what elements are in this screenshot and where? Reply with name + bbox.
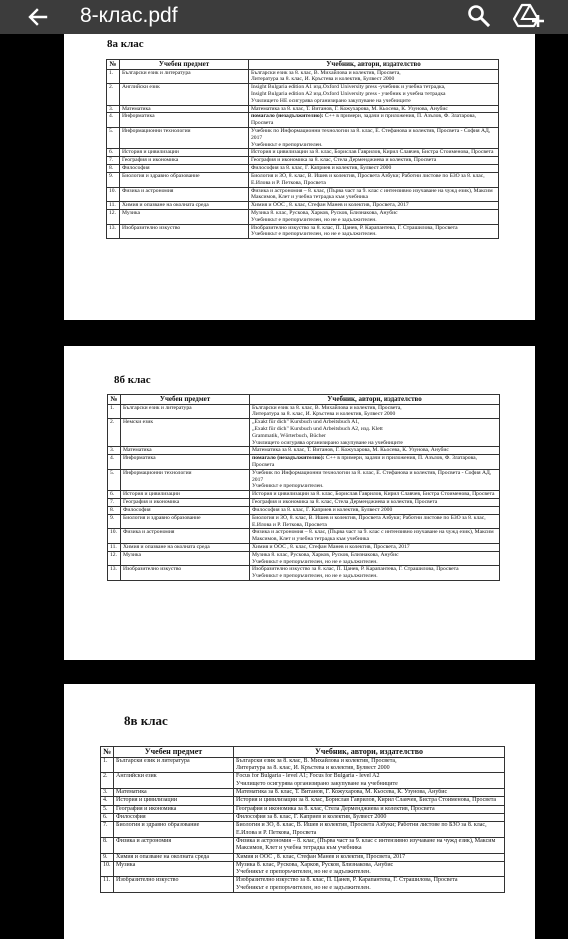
row-number-text: 12. bbox=[110, 551, 117, 558]
textbook-text: Музика 8. клас, Русковa, Харков, Русков, Близнакова, Анубис Учебникът е препоръчителен, но не е задължителен. bbox=[252, 551, 399, 565]
table-row bbox=[108, 506, 500, 514]
row-number bbox=[107, 105, 120, 113]
subject-cell-text: Информационни технологии bbox=[122, 128, 191, 135]
textbook-text: Биология и ЗО, 8. клас, В. Ишев и колектив, Просвета Азбуки; Работни листове по БЗО за 8. клас, Е.Илова и Р. Петкова, Просвета bbox=[236, 822, 487, 836]
textbook-text: История и цивилизации за 8. клас, Борислав Гаврилов, Кирил Славчев, Бистра Стоименова, Просвета bbox=[251, 149, 494, 156]
textbook-cell bbox=[250, 491, 500, 499]
subject-cell-text: Химия и опазване на околната среда bbox=[122, 202, 209, 209]
row-number bbox=[108, 514, 121, 529]
textbook-cell bbox=[250, 543, 500, 551]
textbook-cell bbox=[249, 113, 499, 128]
row-number bbox=[108, 506, 121, 514]
table-row bbox=[107, 69, 499, 84]
subject-cell-text: Български език и литература bbox=[122, 69, 191, 76]
table-row bbox=[101, 877, 505, 893]
textbook-text: C++ в примери, задачи и приложения, П. Азълов, Ф. Златарова, Просвета bbox=[251, 113, 476, 127]
row-number-text: 5. bbox=[110, 469, 115, 476]
textbook-cell bbox=[249, 165, 499, 173]
table-row bbox=[107, 172, 499, 187]
class-heading: 8в клас bbox=[124, 713, 168, 728]
row-number bbox=[107, 202, 120, 210]
subject-cell bbox=[114, 837, 234, 853]
subject-cell bbox=[114, 861, 234, 877]
table-row bbox=[101, 861, 505, 877]
row-number-text: 1. bbox=[110, 404, 115, 411]
subject-cell bbox=[121, 404, 250, 419]
textbook-cell bbox=[250, 514, 500, 529]
row-number bbox=[107, 224, 120, 239]
row-number-text: 10. bbox=[103, 861, 111, 868]
textbook-cell bbox=[249, 84, 499, 105]
header-num: № bbox=[101, 747, 114, 758]
subject-cell bbox=[114, 822, 234, 838]
table-row bbox=[108, 499, 500, 507]
table-row bbox=[107, 202, 499, 210]
subject-cell bbox=[114, 789, 234, 797]
subject-cell bbox=[120, 128, 249, 149]
subject-cell bbox=[120, 105, 249, 113]
subject-cell-text: Химия и опазване на околната среда bbox=[116, 853, 209, 860]
back-button[interactable] bbox=[22, 2, 54, 32]
textbook-text: Философия за 8. клас, Г. Каприев и колектив, Булвест 2000 bbox=[251, 165, 392, 172]
header-num: № bbox=[107, 60, 120, 70]
subject-cell bbox=[120, 157, 249, 165]
textbook-cell bbox=[249, 202, 499, 210]
table-row bbox=[107, 84, 499, 105]
row-number bbox=[101, 805, 114, 813]
textbook-table bbox=[106, 59, 499, 239]
subject-cell-text: Математика bbox=[116, 789, 147, 795]
textbook-text: Музика 8. клас, Русковa, Харков, Русков, Близнакова, Анубис Учебникът е препоръчителен, но не е задължителен. bbox=[236, 861, 394, 876]
row-number-text: 5. bbox=[109, 128, 114, 135]
row-number bbox=[108, 551, 121, 566]
subject-cell bbox=[120, 113, 249, 128]
row-number bbox=[107, 172, 120, 187]
subject-cell bbox=[121, 566, 250, 581]
textbook-text: „Exakt für dich" Kursbuch und Arbeitsbuch A1, „Exakt für dich" Kursbuch und Arbeitsbuch A2, изд. Klett Grammatik, Wörterbuch, Bücher Училището осигурява организирано закупуване на учебниците bbox=[252, 419, 403, 446]
textbook-cell bbox=[250, 455, 500, 470]
subject-cell-text: Изобразително изкуство bbox=[123, 566, 182, 573]
app-toolbar bbox=[0, 0, 568, 34]
subject-cell-text: География и икономика bbox=[122, 157, 179, 164]
subject-cell bbox=[114, 813, 234, 821]
subject-cell-text: Биология и здравно образование bbox=[123, 514, 201, 521]
subject-cell bbox=[121, 491, 250, 499]
subject-cell bbox=[121, 506, 250, 514]
textbook-text: Учебник по Информационни технологии за 8. клас, Е. Стефанова и колектив, Просвета - София АД, 2017 Учебникът е препоръчителен. bbox=[252, 469, 492, 490]
table-row bbox=[108, 455, 500, 470]
row-number-text: 9. bbox=[110, 514, 115, 521]
row-number-text: 11. bbox=[103, 877, 111, 884]
subject-cell bbox=[121, 543, 250, 551]
subject-cell bbox=[120, 165, 249, 173]
row-number bbox=[107, 69, 120, 84]
textbook-cell bbox=[250, 447, 500, 455]
row-number bbox=[101, 773, 114, 789]
textbook-text: Физика и астрономия – 8. клас, (Първа част за 9. клас с интензивно изучаване на чужд език), Максим Максимов, Клет и учебна тетрадка към учебника bbox=[251, 187, 493, 201]
textbook-cell bbox=[250, 566, 500, 581]
subject-cell-text: Физика и астрономия bbox=[123, 529, 175, 536]
row-number-text: 3. bbox=[103, 789, 108, 795]
row-number-text: 8. bbox=[103, 837, 108, 844]
subject-cell-text: Химия и опазване на околната среда bbox=[123, 543, 210, 550]
row-number-text: 4. bbox=[103, 797, 108, 804]
optional-note: помагало (незадължително): bbox=[251, 113, 324, 120]
textbook-text: Музика 8. клас, Русковa, Харков, Русков, Близнакова, Анубис Учебникът е препоръчителен, но не е задължителен. bbox=[251, 209, 398, 223]
table-row bbox=[107, 128, 499, 149]
subject-cell-text: Информатика bbox=[123, 455, 156, 462]
textbook-cell bbox=[234, 853, 505, 861]
subject-cell bbox=[120, 224, 249, 239]
table-row bbox=[107, 187, 499, 202]
subject-cell-text: Философия bbox=[122, 165, 150, 172]
textbook-cell bbox=[249, 69, 499, 84]
row-number bbox=[108, 469, 121, 490]
textbook-cell bbox=[249, 187, 499, 202]
row-number bbox=[107, 113, 120, 128]
table-row bbox=[108, 404, 500, 419]
table-row bbox=[101, 797, 505, 805]
row-number bbox=[107, 187, 120, 202]
row-number-text: 8. bbox=[109, 165, 114, 172]
row-number-text: 7. bbox=[110, 499, 115, 506]
textbook-cell bbox=[250, 499, 500, 507]
subject-cell bbox=[121, 529, 250, 544]
subject-cell-text: Математика bbox=[122, 105, 151, 112]
row-number bbox=[108, 419, 121, 447]
subject-cell-text: Биология и здравно образование bbox=[116, 822, 200, 829]
subject-cell-text: История и цивилизации bbox=[116, 797, 178, 804]
row-number bbox=[108, 529, 121, 544]
subject-cell-text: Музика bbox=[122, 209, 140, 216]
subject-cell bbox=[114, 853, 234, 861]
textbook-cell bbox=[234, 877, 505, 893]
textbook-text: Математика за 8. клас, Т. Витанов, Г. Кожухарова, М. Кьосева, К. Узунова, Анубис bbox=[236, 789, 448, 795]
row-number-text: 10. bbox=[110, 529, 117, 536]
table-row bbox=[107, 105, 499, 113]
textbook-cell bbox=[234, 861, 505, 877]
textbook-text: География и икономика за 8. клас, Стела Дерменджиева и колектив, Просвета bbox=[236, 805, 435, 812]
row-number bbox=[101, 837, 114, 853]
subject-cell bbox=[120, 209, 249, 224]
table-header-row bbox=[108, 395, 500, 405]
subject-cell bbox=[120, 202, 249, 210]
subject-cell-text: История и цивилизации bbox=[122, 149, 179, 156]
subject-cell-text: Математика bbox=[123, 447, 152, 454]
subject-cell bbox=[120, 149, 249, 157]
table-row bbox=[108, 491, 500, 499]
textbook-text: C++ в примери, задачи и приложения, П. Азълов, Ф. Златарова, Просвета bbox=[252, 455, 477, 469]
subject-cell-text: Английски език bbox=[116, 773, 157, 780]
table-row bbox=[108, 469, 500, 490]
subject-cell bbox=[121, 469, 250, 490]
row-number-text: 10. bbox=[109, 187, 116, 194]
row-number-text: 2. bbox=[110, 419, 115, 426]
table-row bbox=[101, 805, 505, 813]
drive-add-icon bbox=[513, 2, 545, 30]
textbook-text: Български език за 8. клас, В. Михайлова и колектив, Просвета, Литература за 8. клас, И. Кръстева и колектив, Булвест 2000 bbox=[251, 69, 401, 83]
table-row bbox=[108, 566, 500, 581]
row-number bbox=[108, 499, 121, 507]
table-row bbox=[108, 419, 500, 447]
row-number bbox=[107, 149, 120, 157]
row-number-text: 1. bbox=[103, 757, 108, 764]
textbook-text: Философия за 8. клас, Г. Каприев и колектив, Булвест 2000 bbox=[236, 813, 387, 820]
textbook-cell bbox=[249, 105, 499, 113]
textbook-cell bbox=[234, 805, 505, 813]
table-row bbox=[108, 543, 500, 551]
table-row bbox=[108, 529, 500, 544]
table-row bbox=[101, 822, 505, 838]
subject-cell bbox=[114, 773, 234, 789]
textbook-cell bbox=[250, 469, 500, 490]
row-number bbox=[101, 757, 114, 773]
row-number bbox=[107, 84, 120, 105]
pdf-page-2 bbox=[64, 346, 535, 660]
table-row bbox=[107, 165, 499, 173]
row-number-text: 7. bbox=[109, 157, 114, 164]
table-body bbox=[108, 404, 500, 581]
textbook-cell bbox=[249, 224, 499, 239]
row-number bbox=[101, 877, 114, 893]
subject-cell-text: Музика bbox=[123, 551, 141, 558]
subject-cell bbox=[121, 419, 250, 447]
subject-cell-text: Български език и литература bbox=[116, 757, 190, 764]
row-number bbox=[101, 861, 114, 877]
table-row bbox=[101, 813, 505, 821]
row-number bbox=[108, 491, 121, 499]
textbook-cell bbox=[249, 128, 499, 149]
textbook-cell bbox=[250, 404, 500, 419]
table-row bbox=[108, 514, 500, 529]
subject-cell bbox=[121, 551, 250, 566]
header-subject: Учебен предмет bbox=[121, 395, 250, 405]
row-number-text: 13. bbox=[109, 224, 116, 231]
textbook-text: Химия и ООС , 8. клас, Стефан Манев и колектив, Просвета, 2017 bbox=[236, 853, 406, 860]
subject-cell bbox=[114, 797, 234, 805]
row-number bbox=[101, 822, 114, 838]
subject-cell-text: Философия bbox=[123, 506, 151, 513]
row-number-text: 2. bbox=[109, 84, 114, 91]
textbook-text: История и цивилизации за 8. клас, Борислав Гаврилов, Кирил Славчев, Бистра Стоименова, Просвета bbox=[252, 491, 495, 498]
textbook-text: Физика и астрономия – 8. клас, (Първа част за 9. клас с интензивно изучаване на чужд език), Максим Максимов, Клет и учебна тетрадка към учебника bbox=[252, 529, 494, 543]
subject-cell-text: География и икономика bbox=[116, 805, 177, 812]
header-num: № bbox=[108, 395, 121, 405]
textbook-text: Математика за 8. клас, Т. Витанов, Г. Кожухарова, М. Кьосева, К. Узунова, Анубис bbox=[252, 447, 449, 454]
subject-cell bbox=[121, 499, 250, 507]
textbook-text: География и икономика за 8. клас, Стела Дерменджиева и колектив, Просвета bbox=[251, 157, 437, 164]
table-header-row bbox=[101, 747, 505, 758]
subject-cell-text: Немски език bbox=[123, 419, 154, 426]
textbook-table bbox=[100, 746, 505, 893]
subject-cell bbox=[114, 877, 234, 893]
row-number bbox=[107, 128, 120, 149]
row-number bbox=[108, 455, 121, 470]
row-number bbox=[101, 797, 114, 805]
table-row bbox=[101, 789, 505, 797]
subject-cell-text: Физика и астрономия bbox=[116, 837, 172, 844]
row-number bbox=[108, 543, 121, 551]
row-number-text: 4. bbox=[109, 113, 114, 120]
textbook-text: Изобразително изкуство за 8. клас, П. Цанев, Р. Карапантева, Г. Страшилова, Просвета Учебникът е препоръчителен, но не е задължителен. bbox=[251, 224, 458, 238]
textbook-cell bbox=[249, 157, 499, 165]
header-book: Учебник, автори, издателство bbox=[250, 395, 500, 405]
row-number bbox=[108, 404, 121, 419]
subject-cell-text: Изобразително изкуство bbox=[116, 877, 179, 884]
row-number bbox=[101, 789, 114, 797]
textbook-text: История и цивилизации за 8. клас, Борислав Гаврилов, Кирил Славчев, Бистра Стоименова, Просвета bbox=[236, 797, 497, 804]
row-number-text: 6. bbox=[109, 149, 114, 156]
subject-cell-text: История и цивилизации bbox=[123, 491, 180, 498]
textbook-cell bbox=[234, 822, 505, 838]
textbook-cell bbox=[234, 773, 505, 789]
textbook-cell bbox=[234, 837, 505, 853]
row-number-text: 1. bbox=[109, 69, 114, 76]
table-row bbox=[107, 157, 499, 165]
subject-cell bbox=[114, 757, 234, 773]
row-number-text: 5. bbox=[103, 805, 108, 812]
textbook-text: Изобразително изкуство за 8. клас, П. Цанев, Р. Карапантева, Г. Страшилова, Просвета Учебникът е препоръчителен, но не е задължителен. bbox=[236, 877, 458, 891]
table-row bbox=[107, 224, 499, 239]
subject-cell-text: Биология и здравно образование bbox=[122, 172, 200, 179]
table-body bbox=[107, 69, 499, 239]
textbook-text: Български език за 8. клас, В. Михайлова и колектив, Просвета, Литература за 8. клас, И. Кръстева и колектив, Булвест 2000 bbox=[252, 404, 402, 418]
textbook-cell bbox=[234, 813, 505, 821]
row-number bbox=[108, 447, 121, 455]
textbook-text: Focus for Bulgaria - level A1; Focus for Bulgaria - level A2 Училището осигурява организирано закупуване на учебниците bbox=[236, 773, 398, 787]
row-number-text: 9. bbox=[103, 853, 108, 860]
table-row bbox=[108, 551, 500, 566]
textbook-text: География и икономика за 8. клас, Стела Дерменджиева и колектив, Просвета bbox=[252, 499, 438, 506]
subject-cell-text: Информатика bbox=[122, 113, 155, 120]
add-to-drive-button[interactable] bbox=[513, 2, 545, 30]
search-icon bbox=[465, 2, 493, 30]
subject-cell-text: География и икономика bbox=[123, 499, 180, 506]
row-number-text: 3. bbox=[109, 105, 114, 112]
pdf-page-3 bbox=[64, 684, 535, 939]
pdf-page-1 bbox=[64, 34, 535, 320]
textbook-text: Биология и ЗО, 8. клас, В. Ишев и колектив, Просвета Азбуки; Работни листове по БЗО за 8. клас, Е.Илова и Р. Петкова, Просвета bbox=[251, 172, 485, 186]
row-number bbox=[101, 853, 114, 861]
textbook-cell bbox=[249, 149, 499, 157]
textbook-cell bbox=[250, 529, 500, 544]
subject-cell bbox=[120, 84, 249, 105]
textbook-text: Биология и ЗО, 8. клас, В. Ишев и колектив, Просвета Азбуки; Работни листове по БЗО за 8. клас, Е.Илова и Р. Петкова, Просвета bbox=[252, 514, 486, 528]
row-number-text: 11. bbox=[110, 543, 117, 550]
row-number-text: 4. bbox=[110, 455, 115, 462]
textbook-text: Изобразително изкуство за 8. клас, П. Цанев, Р. Карапантева, Г. Страшилова, Просвета Учебникът е препоръчителен, но не е задължителен. bbox=[252, 566, 459, 580]
subject-cell bbox=[120, 187, 249, 202]
row-number-text: 9. bbox=[109, 172, 114, 179]
textbook-text: Учебник по Информационни технологии за 8. клас, Е. Стефанова и колектив, Просвета - София АД, 2017 Учебникът е препоръчителен. bbox=[251, 128, 491, 148]
table-row bbox=[107, 113, 499, 128]
subject-cell-text: Информационни технологии bbox=[123, 469, 192, 476]
table-row bbox=[108, 447, 500, 455]
class-heading: 8а клас bbox=[107, 38, 144, 50]
textbook-text: Математика за 8. клас, Т. Витанов, Г. Кожухарова, М. Кьосева, К. Узунова, Анубис bbox=[251, 105, 448, 112]
class-heading: 8б клас bbox=[114, 374, 151, 386]
table-row bbox=[107, 149, 499, 157]
subject-cell bbox=[121, 514, 250, 529]
table-row bbox=[101, 837, 505, 853]
textbook-cell bbox=[234, 797, 505, 805]
optional-note: помагало (незадължително): bbox=[252, 455, 325, 462]
textbook-cell bbox=[249, 172, 499, 187]
textbook-cell bbox=[234, 789, 505, 797]
row-number-text: 6. bbox=[103, 813, 108, 820]
textbook-table bbox=[107, 394, 500, 581]
subject-cell-text: Английски език bbox=[122, 84, 160, 91]
row-number-text: 3. bbox=[110, 447, 115, 454]
row-number bbox=[101, 813, 114, 821]
row-number-text: 13. bbox=[110, 566, 117, 573]
textbook-text: Insight Bulgaria edition A1 изд.Oxford University press -учебник и учебна тетрадка, Insight Bulgaria edition A2 изд.Oxford University press - учебник и учебна тетрадка Училището НЕ осигурява организирано закупуване на учебниците bbox=[251, 84, 446, 104]
subject-cell bbox=[120, 69, 249, 84]
textbook-text: Химия и ООС , 8. клас, Стефан Манев и колектив, Просвета, 2017 bbox=[251, 202, 409, 209]
row-number-text: 7. bbox=[103, 822, 108, 829]
subject-cell bbox=[114, 805, 234, 813]
subject-cell bbox=[121, 455, 250, 470]
row-number-text: 8. bbox=[110, 506, 115, 513]
table-header-row bbox=[107, 60, 499, 70]
row-number-text: 12. bbox=[109, 209, 116, 216]
subject-cell-text: Изобразително изкуство bbox=[122, 224, 181, 231]
subject-cell-text: Философия bbox=[116, 813, 146, 820]
textbook-text: Български език за 8. клас, В. Михайлова и колектив, Просвета, Литература за 8. клас, И. Кръстева и колектив, Булвест 2000 bbox=[236, 757, 397, 772]
subject-cell-text: Физика и астрономия bbox=[122, 187, 174, 194]
table-row bbox=[101, 853, 505, 861]
row-number bbox=[107, 165, 120, 173]
textbook-cell bbox=[249, 209, 499, 224]
table-row bbox=[101, 757, 505, 773]
subject-cell-text: Български език и литература bbox=[123, 404, 192, 411]
header-subject: Учебен предмет bbox=[120, 60, 249, 70]
table-body bbox=[101, 757, 505, 892]
textbook-cell bbox=[250, 419, 500, 447]
subject-cell-text: Музика bbox=[116, 861, 136, 868]
search-button[interactable] bbox=[465, 2, 493, 30]
header-book: Учебник, автори, издателство bbox=[234, 747, 505, 758]
row-number-text: 6. bbox=[110, 491, 115, 498]
subject-cell bbox=[120, 172, 249, 187]
textbook-cell bbox=[250, 551, 500, 566]
header-book: Учебник, автори, издателство bbox=[249, 60, 499, 70]
row-number bbox=[107, 157, 120, 165]
row-number-text: 11. bbox=[109, 202, 116, 209]
textbook-text: Философия за 8. клас, Г. Каприев и колектив, Булвест 2000 bbox=[252, 506, 393, 513]
textbook-cell bbox=[234, 757, 505, 773]
row-number bbox=[108, 566, 121, 581]
arrow-back-icon bbox=[28, 7, 48, 27]
table-row bbox=[107, 209, 499, 224]
textbook-text: Физика и астрономия – 8. клас, (Първа част за 9. клас с интензивно изучаване на чужд език), Максим Максимов, Клет и учебна тетрадка към учебника bbox=[236, 837, 496, 852]
textbook-cell bbox=[250, 506, 500, 514]
header-subject: Учебен предмет bbox=[114, 747, 234, 758]
subject-cell bbox=[121, 447, 250, 455]
row-number-text: 2. bbox=[103, 773, 108, 780]
row-number bbox=[107, 209, 120, 224]
textbook-text: Химия и ООС , 8. клас, Стефан Манев и колектив, Просвета, 2017 bbox=[252, 543, 410, 550]
file-title: 8-клас.pdf bbox=[80, 4, 178, 27]
table-row bbox=[101, 773, 505, 789]
